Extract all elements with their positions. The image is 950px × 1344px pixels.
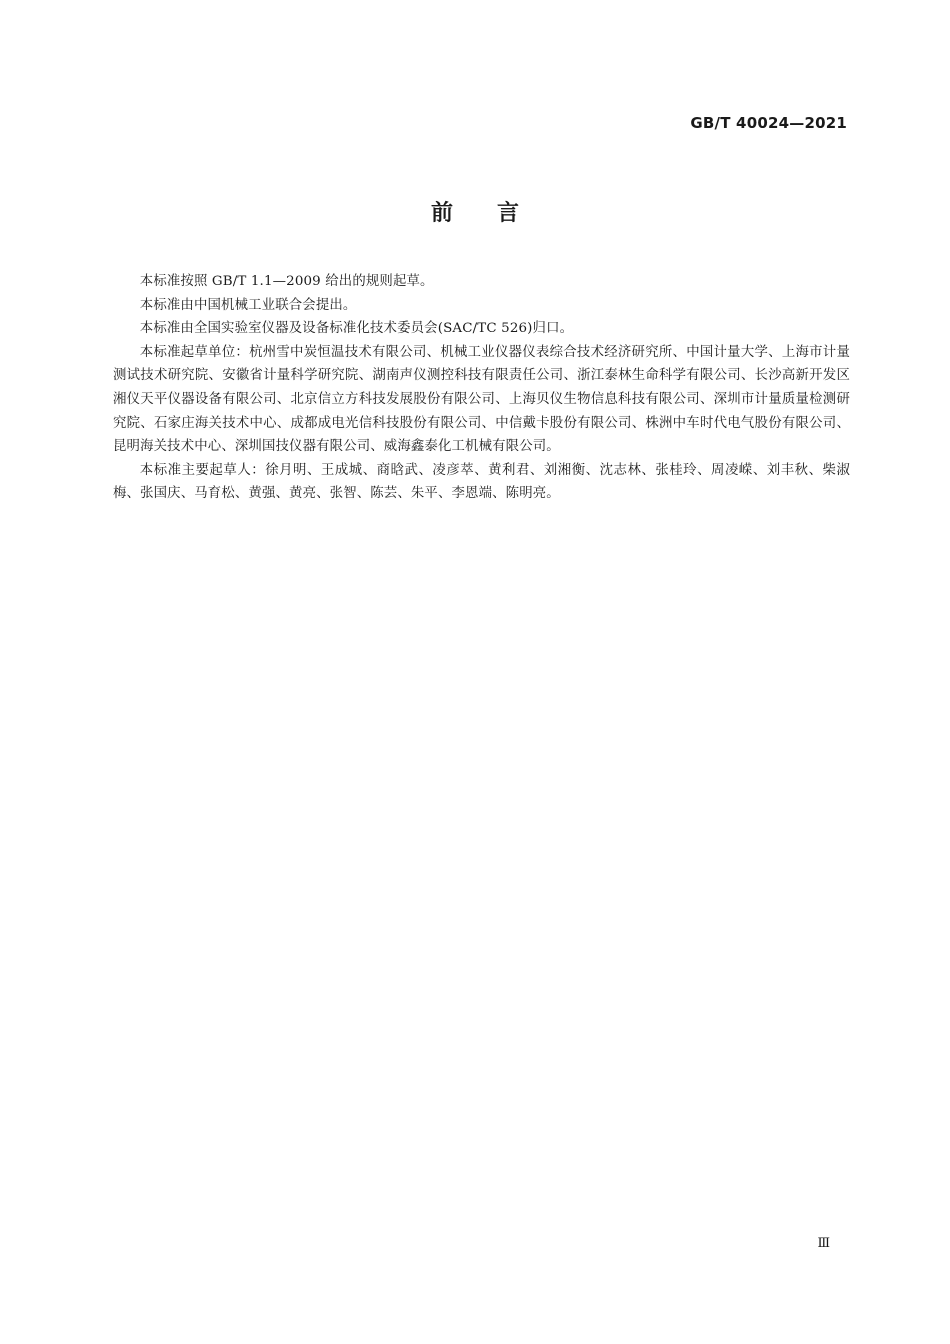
page-number: Ⅲ <box>817 1236 830 1251</box>
page-title: 前言 <box>430 201 563 226</box>
paragraph-drafters: 本标准主要起草人：徐月明、王成城、商晗武、凌彦萃、黄利君、刘湘衡、沈志林、张桂玲、周凌嵘、刘丰秋、柴淑梅、张国庆、马育松、黄强、黄亮、张智、陈芸、朱平、李恩端、陈明亮。 <box>113 462 850 502</box>
standard-number: GB/T 40024—2021 <box>690 114 847 132</box>
paragraph-proposer: 本标准由中国机械工业联合会提出。 <box>139 297 357 313</box>
foreword-body <box>113 270 850 506</box>
paragraph-drafting-units: 本标准起草单位：杭州雪中炭恒温技术有限公司、机械工业仪器仪表综合技术经济研究所、中国计量大学、上海市计量测试技术研究院、安徽省计量科学研究院、湖南声仪测控科技有限责任公司、浙江泰林生命科学有限公司、长沙高新开发区湘仪天平仪器设备有限公司、北京信立方科技发展股份有限公司、上海贝仪生物信息科技有限公司、深圳市计量质量检测研究院、石家庄海关技术中心、成都成电光信科技股份有限公司、中信戴卡股份有限公司、株洲中车时代电气股份有限公司、昆明海关技术中心、深圳国技仪器有限公司、威海鑫泰化工机械有限公司。 <box>113 344 850 455</box>
paragraph-drafting-rules: 本标准按照 GB/T 1.1—2009 给出的规则起草。 <box>139 274 434 289</box>
paragraph-committee: 本标准由全国实验室仪器及设备标准化技术委员会(SAC/TC 526)归口。 <box>139 321 574 337</box>
